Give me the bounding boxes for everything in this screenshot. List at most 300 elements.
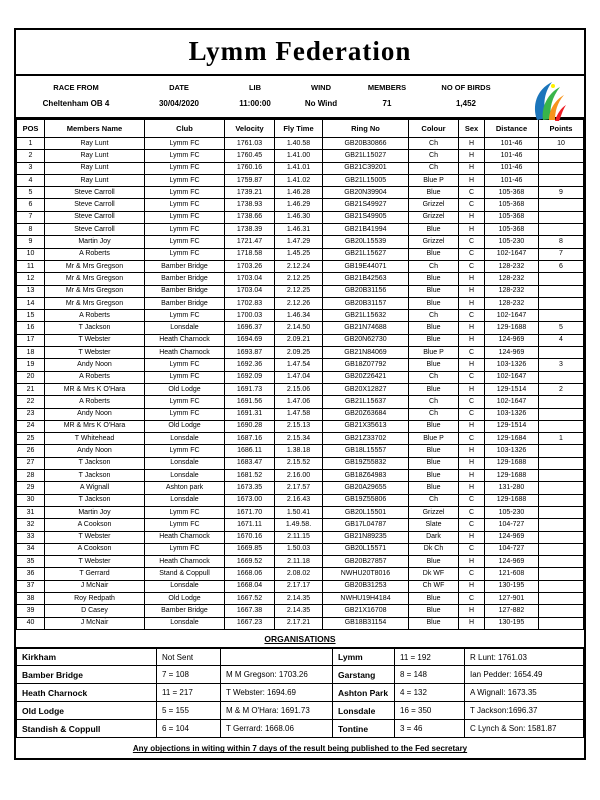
- result-cell: [539, 519, 584, 531]
- result-cell: 34: [17, 543, 45, 555]
- column-header: Points: [539, 120, 584, 138]
- result-cell: Heath Charnock: [145, 556, 225, 568]
- result-cell: [539, 162, 584, 174]
- result-cell: Bamber Bridge: [145, 297, 225, 309]
- result-cell: 1673.00: [225, 494, 275, 506]
- result-cell: 8: [17, 224, 45, 236]
- result-cell: Steve Carroll: [45, 211, 145, 223]
- result-cell: [539, 174, 584, 186]
- result-cell: Lymm FC: [145, 408, 225, 420]
- result-cell: 2.17.57: [275, 482, 323, 494]
- result-cell: GB20B31156: [323, 285, 409, 297]
- result-cell: H: [459, 420, 485, 432]
- result-cell: GB20B31253: [323, 580, 409, 592]
- result-cell: Lymm FC: [145, 236, 225, 248]
- result-cell: 105-368: [485, 199, 539, 211]
- result-cell: 40: [17, 617, 45, 629]
- result-cell: 5: [17, 187, 45, 199]
- result-row: [17, 211, 584, 223]
- result-cell: 1703.26: [225, 260, 275, 272]
- result-cell: 2.16.43: [275, 494, 323, 506]
- result-cell: 1738.39: [225, 224, 275, 236]
- result-cell: Blue: [409, 359, 459, 371]
- result-cell: 2.09.21: [275, 334, 323, 346]
- result-cell: Lymm FC: [145, 199, 225, 211]
- organisation-value-cell: 8 = 148: [395, 666, 465, 684]
- result-cell: Lymm FC: [145, 174, 225, 186]
- result-cell: H: [459, 359, 485, 371]
- column-header: Distance: [485, 120, 539, 138]
- result-cell: Lymm FC: [145, 519, 225, 531]
- result-cell: A Roberts: [45, 371, 145, 383]
- result-cell: Lymm FC: [145, 506, 225, 518]
- result-cell: 22: [17, 396, 45, 408]
- result-cell: 105-230: [485, 506, 539, 518]
- result-cell: C: [459, 543, 485, 555]
- result-cell: Ch: [409, 260, 459, 272]
- result-cell: H: [459, 211, 485, 223]
- result-row: [17, 420, 584, 432]
- result-cell: [539, 396, 584, 408]
- result-cell: Heath Charnock: [145, 531, 225, 543]
- organisation-name-cell: Old Lodge: [17, 702, 157, 720]
- result-cell: C: [459, 236, 485, 248]
- result-cell: GB20Z63684: [323, 408, 409, 420]
- result-cell: 102-1647: [485, 248, 539, 260]
- result-cell: Lymm FC: [145, 310, 225, 322]
- result-cell: 4: [17, 174, 45, 186]
- result-row: [17, 433, 584, 445]
- result-cell: 3: [539, 359, 584, 371]
- result-cell: H: [459, 138, 485, 150]
- organisation-name-cell: Ashton Park: [333, 684, 395, 702]
- result-cell: 105-368: [485, 211, 539, 223]
- result-cell: [539, 617, 584, 629]
- race-info-label: DATE: [169, 83, 189, 92]
- result-cell: GB21L15627: [323, 248, 409, 260]
- result-cell: H: [459, 334, 485, 346]
- result-cell: 1693.87: [225, 347, 275, 359]
- organisation-value-cell: 7 = 108: [157, 666, 221, 684]
- result-cell: GB21S49905: [323, 211, 409, 223]
- organisation-value-cell: T Gerrard: 1668.06: [221, 720, 333, 738]
- result-cell: Grizzel: [409, 211, 459, 223]
- result-cell: C: [459, 506, 485, 518]
- result-cell: Grizzel: [409, 199, 459, 211]
- result-cell: Heath Charnock: [145, 334, 225, 346]
- result-cell: 7: [539, 248, 584, 260]
- organisation-value-cell: T Jackson:1696.37: [465, 702, 584, 720]
- result-cell: 2.15.06: [275, 383, 323, 395]
- result-cell: H: [459, 224, 485, 236]
- result-cell: 16: [17, 322, 45, 334]
- result-cell: Mr & Mrs Gregson: [45, 297, 145, 309]
- result-cell: A Roberts: [45, 396, 145, 408]
- result-row: [17, 556, 584, 568]
- result-cell: 105-368: [485, 224, 539, 236]
- result-cell: 103-1326: [485, 359, 539, 371]
- result-cell: Blue: [409, 605, 459, 617]
- result-cell: 1.46.34: [275, 310, 323, 322]
- organisation-value-cell: T Webster: 1694.69: [221, 684, 333, 702]
- result-cell: C: [459, 592, 485, 604]
- result-cell: 1686.11: [225, 445, 275, 457]
- column-header: Ring No: [323, 120, 409, 138]
- result-cell: Blue P: [409, 174, 459, 186]
- result-cell: Grizzel: [409, 506, 459, 518]
- result-cell: 2.17.21: [275, 617, 323, 629]
- result-row: [17, 580, 584, 592]
- bird-flame-icon: [530, 80, 566, 122]
- result-cell: 101-46: [485, 174, 539, 186]
- result-cell: Martin Joy: [45, 506, 145, 518]
- result-cell: 2: [17, 150, 45, 162]
- result-cell: 1668.04: [225, 580, 275, 592]
- result-cell: GB21N84069: [323, 347, 409, 359]
- result-cell: 1671.70: [225, 506, 275, 518]
- result-cell: 104-727: [485, 519, 539, 531]
- result-cell: [539, 445, 584, 457]
- result-row: [17, 519, 584, 531]
- result-cell: 101-46: [485, 138, 539, 150]
- result-cell: GB21N74688: [323, 322, 409, 334]
- result-cell: H: [459, 162, 485, 174]
- result-cell: 1.47.58: [275, 408, 323, 420]
- result-cell: 127-901: [485, 592, 539, 604]
- result-cell: 105-230: [485, 236, 539, 248]
- race-info-label: MEMBERS: [367, 83, 407, 92]
- race-info-column: [354, 83, 420, 108]
- result-cell: 6: [17, 199, 45, 211]
- column-header: Velocity: [225, 120, 275, 138]
- organisation-value-cell: M & M O'Hara: 1691.73: [221, 702, 333, 720]
- result-row: [17, 334, 584, 346]
- result-cell: 102-1647: [485, 396, 539, 408]
- result-cell: 101-46: [485, 162, 539, 174]
- result-cell: GB20B30866: [323, 138, 409, 150]
- race-info-value: Cheltenham OB 4: [42, 99, 110, 108]
- result-cell: 8: [539, 236, 584, 248]
- result-cell: T Gerrard: [45, 568, 145, 580]
- result-cell: 1721.47: [225, 236, 275, 248]
- result-cell: Ch: [409, 150, 459, 162]
- result-cell: 124-969: [485, 334, 539, 346]
- result-cell: 1.38.18: [275, 445, 323, 457]
- result-cell: Lymm FC: [145, 248, 225, 260]
- result-row: [17, 273, 584, 285]
- result-cell: H: [459, 605, 485, 617]
- result-cell: GB21B41994: [323, 224, 409, 236]
- organisation-value-cell: 6 = 104: [157, 720, 221, 738]
- organisation-row: [17, 720, 584, 738]
- result-cell: 29: [17, 482, 45, 494]
- result-cell: Lymm FC: [145, 162, 225, 174]
- result-cell: 2.12.24: [275, 260, 323, 272]
- result-row: [17, 543, 584, 555]
- result-cell: 129-1688: [485, 322, 539, 334]
- result-row: [17, 470, 584, 482]
- result-cell: 2.14.35: [275, 592, 323, 604]
- result-cell: 128-232: [485, 285, 539, 297]
- result-cell: Lonsdale: [145, 617, 225, 629]
- result-cell: Steve Carroll: [45, 199, 145, 211]
- result-cell: 129-1688: [485, 494, 539, 506]
- result-cell: 32: [17, 519, 45, 531]
- organisation-row: [17, 648, 584, 666]
- result-cell: GB21L15632: [323, 310, 409, 322]
- result-cell: Andy Noon: [45, 445, 145, 457]
- result-cell: Lonsdale: [145, 580, 225, 592]
- result-cell: T Webster: [45, 531, 145, 543]
- result-cell: Andy Noon: [45, 408, 145, 420]
- result-cell: [539, 150, 584, 162]
- organisation-value-cell: 4 = 132: [395, 684, 465, 702]
- result-cell: GB21S49927: [323, 199, 409, 211]
- organisation-value-cell: 3 = 46: [395, 720, 465, 738]
- result-cell: 1.47.04: [275, 371, 323, 383]
- result-cell: 1718.58: [225, 248, 275, 260]
- result-cell: GB21X35613: [323, 420, 409, 432]
- result-row: [17, 236, 584, 248]
- result-cell: 103-1326: [485, 445, 539, 457]
- result-cell: 2.17.17: [275, 580, 323, 592]
- organisation-value-cell: 16 = 350: [395, 702, 465, 720]
- result-cell: Mr & Mrs Gregson: [45, 285, 145, 297]
- result-row: [17, 174, 584, 186]
- result-cell: 1700.03: [225, 310, 275, 322]
- result-cell: 10: [539, 138, 584, 150]
- result-cell: 129-1688: [485, 470, 539, 482]
- result-cell: 1703.04: [225, 285, 275, 297]
- result-cell: Blue: [409, 224, 459, 236]
- result-cell: Blue: [409, 285, 459, 297]
- result-cell: 23: [17, 408, 45, 420]
- organisation-row: [17, 684, 584, 702]
- result-cell: T Jackson: [45, 494, 145, 506]
- result-cell: Blue: [409, 482, 459, 494]
- result-cell: 1739.21: [225, 187, 275, 199]
- organisation-name-cell: Heath Charnock: [17, 684, 157, 702]
- result-cell: Blue: [409, 420, 459, 432]
- result-cell: Slate: [409, 519, 459, 531]
- result-row: [17, 592, 584, 604]
- result-cell: MR & Mrs K O'Hara: [45, 420, 145, 432]
- result-cell: GB19E44071: [323, 260, 409, 272]
- result-cell: 130-195: [485, 580, 539, 592]
- column-header: POS: [17, 120, 45, 138]
- results-table: [16, 119, 584, 630]
- race-info-column: [16, 83, 136, 108]
- result-cell: T Jackson: [45, 322, 145, 334]
- result-cell: 14: [17, 297, 45, 309]
- result-cell: Steve Carroll: [45, 187, 145, 199]
- result-cell: 2.08.02: [275, 568, 323, 580]
- result-cell: H: [459, 617, 485, 629]
- result-cell: A Wignall: [45, 482, 145, 494]
- result-cell: Roy Redpath: [45, 592, 145, 604]
- result-cell: NWHU19H4184: [323, 592, 409, 604]
- result-cell: C: [459, 494, 485, 506]
- result-cell: Blue: [409, 273, 459, 285]
- result-cell: H: [459, 531, 485, 543]
- result-row: [17, 531, 584, 543]
- result-cell: 128-232: [485, 273, 539, 285]
- result-cell: Ashton park: [145, 482, 225, 494]
- race-info-column: [288, 83, 354, 108]
- organisation-value-cell: A Wignall: 1673.35: [465, 684, 584, 702]
- result-cell: 27: [17, 457, 45, 469]
- result-cell: T Webster: [45, 334, 145, 346]
- column-header: Colour: [409, 120, 459, 138]
- result-cell: A Roberts: [45, 310, 145, 322]
- result-row: [17, 187, 584, 199]
- result-cell: 1667.38: [225, 605, 275, 617]
- result-cell: A Cookson: [45, 519, 145, 531]
- result-cell: D Casey: [45, 605, 145, 617]
- result-cell: GB21L15005: [323, 174, 409, 186]
- result-row: [17, 445, 584, 457]
- result-cell: Bamber Bridge: [145, 285, 225, 297]
- result-cell: T Jackson: [45, 470, 145, 482]
- race-info-column: [420, 83, 512, 108]
- result-cell: 1.41.00: [275, 150, 323, 162]
- result-cell: [539, 297, 584, 309]
- result-cell: 1692.09: [225, 371, 275, 383]
- result-cell: 24: [17, 420, 45, 432]
- result-cell: 102-1647: [485, 371, 539, 383]
- result-cell: Blue: [409, 297, 459, 309]
- organisations-title: ORGANISATIONS: [264, 633, 336, 644]
- result-cell: T Whitehead: [45, 433, 145, 445]
- result-cell: Lymm FC: [145, 211, 225, 223]
- result-cell: Dk WF: [409, 568, 459, 580]
- footer-note: Any objections in witing within 7 days of the result being published to the Fed secretary: [132, 744, 468, 754]
- result-cell: 1691.31: [225, 408, 275, 420]
- result-cell: 2: [539, 383, 584, 395]
- race-info-value: 30/04/2020: [158, 99, 200, 108]
- result-cell: 121-608: [485, 568, 539, 580]
- result-cell: 127-882: [485, 605, 539, 617]
- result-cell: 1670.16: [225, 531, 275, 543]
- race-info-label: NO OF BIRDS: [441, 83, 491, 92]
- organisation-name-cell: Tontine: [333, 720, 395, 738]
- result-cell: 4: [539, 334, 584, 346]
- organisation-value-cell: Not Sent: [157, 648, 221, 666]
- result-row: [17, 408, 584, 420]
- result-cell: [539, 310, 584, 322]
- result-cell: GB20B27857: [323, 556, 409, 568]
- result-cell: [539, 420, 584, 432]
- result-cell: GB20N39904: [323, 187, 409, 199]
- race-info-header: [16, 76, 584, 119]
- result-cell: Dark: [409, 531, 459, 543]
- result-cell: Lonsdale: [145, 433, 225, 445]
- result-row: [17, 371, 584, 383]
- result-cell: 129-1514: [485, 383, 539, 395]
- result-row: [17, 605, 584, 617]
- result-cell: GB18Z64983: [323, 470, 409, 482]
- result-cell: 2.12.26: [275, 297, 323, 309]
- result-cell: [539, 592, 584, 604]
- race-info-column: [136, 83, 222, 108]
- result-cell: 1691.73: [225, 383, 275, 395]
- result-cell: C: [459, 260, 485, 272]
- result-cell: 1671.11: [225, 519, 275, 531]
- result-cell: 1738.66: [225, 211, 275, 223]
- result-cell: 2.15.13: [275, 420, 323, 432]
- result-cell: Steve Carroll: [45, 224, 145, 236]
- race-info-columns: [16, 83, 512, 108]
- result-cell: 1760.16: [225, 162, 275, 174]
- race-info-value: 11:00:00: [239, 99, 271, 108]
- result-cell: GB21L15637: [323, 396, 409, 408]
- result-cell: 12: [17, 273, 45, 285]
- federation-logo-icon: [530, 80, 566, 127]
- organisation-value-cell: R Lunt: 1761.03: [465, 648, 584, 666]
- result-cell: Blue: [409, 457, 459, 469]
- result-cell: 1696.37: [225, 322, 275, 334]
- result-cell: H: [459, 470, 485, 482]
- result-cell: 1694.69: [225, 334, 275, 346]
- result-row: [17, 138, 584, 150]
- result-cell: 28: [17, 470, 45, 482]
- result-cell: GB18L15557: [323, 445, 409, 457]
- result-cell: Lymm FC: [145, 187, 225, 199]
- result-row: [17, 359, 584, 371]
- result-cell: 1738.93: [225, 199, 275, 211]
- result-cell: 9: [539, 187, 584, 199]
- result-cell: 1.41.01: [275, 162, 323, 174]
- result-cell: 2.16.00: [275, 470, 323, 482]
- result-cell: J McNair: [45, 580, 145, 592]
- result-row: [17, 322, 584, 334]
- organisation-value-cell: [221, 648, 333, 666]
- result-cell: 37: [17, 580, 45, 592]
- result-cell: GB21C39201: [323, 162, 409, 174]
- result-cell: [539, 482, 584, 494]
- race-info-column: [222, 83, 288, 108]
- result-cell: C: [459, 310, 485, 322]
- result-cell: Ch: [409, 162, 459, 174]
- organisation-name-cell: Lonsdale: [333, 702, 395, 720]
- result-row: [17, 617, 584, 629]
- result-cell: 25: [17, 433, 45, 445]
- result-cell: 13: [17, 285, 45, 297]
- result-cell: [539, 347, 584, 359]
- result-cell: H: [459, 445, 485, 457]
- result-cell: Ray Lunt: [45, 138, 145, 150]
- organisation-value-cell: 11 = 217: [157, 684, 221, 702]
- result-cell: [539, 494, 584, 506]
- result-cell: Heath Charnock: [145, 347, 225, 359]
- result-cell: GB21L15027: [323, 150, 409, 162]
- result-cell: Lymm FC: [145, 543, 225, 555]
- result-cell: 1.47.29: [275, 236, 323, 248]
- result-cell: H: [459, 457, 485, 469]
- result-cell: 1690.28: [225, 420, 275, 432]
- result-cell: Blue: [409, 592, 459, 604]
- result-cell: Ray Lunt: [45, 174, 145, 186]
- result-cell: [539, 224, 584, 236]
- result-cell: H: [459, 297, 485, 309]
- result-cell: [539, 580, 584, 592]
- result-cell: 2.12.25: [275, 273, 323, 285]
- result-cell: 1.50.03: [275, 543, 323, 555]
- result-cell: 21: [17, 383, 45, 395]
- result-cell: 2.15.34: [275, 433, 323, 445]
- result-cell: 1669.52: [225, 556, 275, 568]
- result-cell: 1: [539, 433, 584, 445]
